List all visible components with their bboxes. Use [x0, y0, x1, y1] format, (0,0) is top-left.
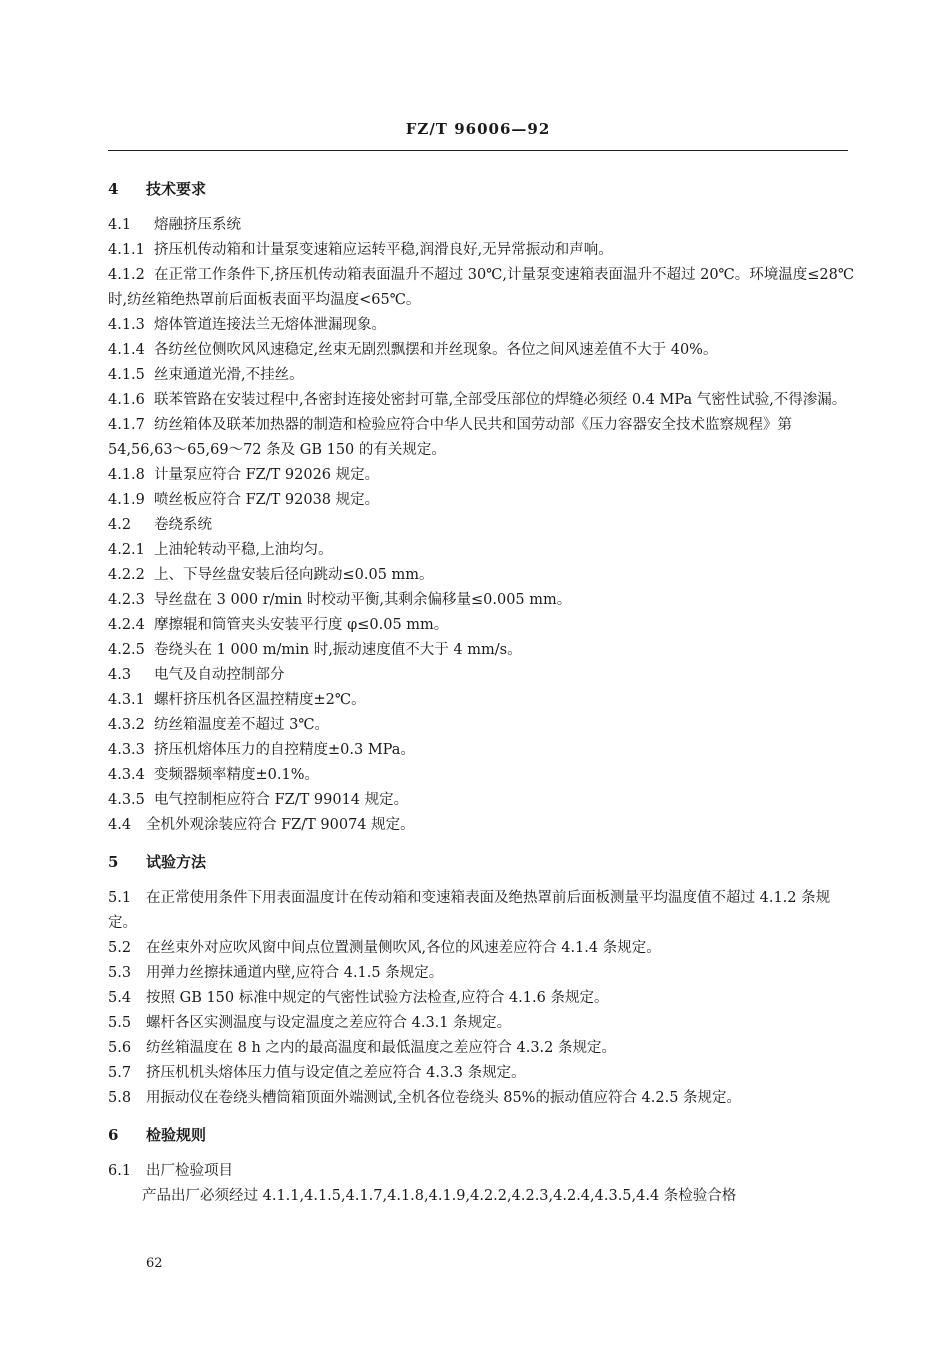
clause-4-2: 4.2 卷绕系统: [108, 517, 212, 533]
section-heading-5: 5 试验方法: [108, 853, 207, 871]
clause-4-2-3: 4.2.3 导丝盘在 3 000 r/min 时校动平衡,其剩余偏移量≤0.005 mm。: [108, 592, 572, 608]
clause-4-2-5: 4.2.5 卷绕头在 1 000 m/min 时,振动速度值不大于 4 mm/s。: [108, 642, 522, 658]
page-number: 62: [146, 1256, 163, 1271]
clause-4-3-4: 4.3.4 变频器频率精度±0.1%。: [108, 767, 319, 783]
clause-4-1-8: 4.1.8 计量泵应符合 FZ/T 92026 规定。: [108, 467, 380, 483]
clause-5-6: 5.6 纺丝箱温度在 8 h 之内的最高温度和最低温度之差应符合 4.3.2 条规定。: [108, 1040, 617, 1056]
clause-4-2-2: 4.2.2 上、下导丝盘安装后径向跳动≤0.05 mm。: [108, 567, 434, 583]
clause-4-3-3: 4.3.3 挤压机熔体压力的自控精度±0.3 MPa。: [108, 742, 415, 758]
clause-4-1: 4.1 熔融挤压系统: [108, 217, 241, 233]
clause-4-3-5: 4.3.5 电气控制柜应符合 FZ/T 99014 规定。: [108, 792, 409, 808]
clause-4-1-7: 4.1.7 纺丝箱体及联苯加热器的制造和检验应符合中华人民共和国劳动部《压力容器安全技术监察规程》第 54,56,63～65,69～72 条及 GB 150 的有关规定。: [108, 417, 792, 458]
standard-code: FZ/T 96006—92: [405, 120, 551, 138]
document-body: [108, 175, 856, 1209]
clause-4-1-4: 4.1.4 各纺丝位侧吹风风速稳定,丝束无剧烈飘摆和并丝现象。各位之间风速差值不大于 40%。: [108, 342, 718, 358]
clause-6-1: 6.1 出厂检验项目: [108, 1163, 233, 1179]
clause-4-1-2: 4.1.2 在正常工作条件下,挤压机传动箱表面温升不超过 30℃,计量泵变速箱表面温升不超过 20℃。环境温度≤28℃时,纺丝箱绝热罩前后面板表面平均温度<65℃。: [108, 267, 855, 308]
clause-6-1-body: 产品出厂必须经过 4.1.1,4.1.5,4.1.7,4.1.8,4.1.9,4.2.2,4.2.3,4.2.4,4.3.5,4.4 条检验合格: [142, 1188, 737, 1204]
section-heading-4: 4 技术要求: [108, 180, 207, 198]
clause-5-8: 5.8 用振动仪在卷绕头槽筒箱顶面外端测试,全机各位卷绕头 85%的振动值应符合 4.2.5 条规定。: [108, 1090, 742, 1106]
clause-4-3: 4.3 电气及自动控制部分: [108, 667, 285, 683]
clause-5-3: 5.3 用弹力丝擦抹通道内壁,应符合 4.1.5 条规定。: [108, 965, 444, 981]
clause-5-4: 5.4 按照 GB 150 标准中规定的气密性试验方法检查,应符合 4.1.6 条规定。: [108, 990, 609, 1006]
section-heading-6: 6 检验规则: [108, 1126, 207, 1144]
clause-4-2-1: 4.2.1 上油轮转动平稳,上油均匀。: [108, 542, 333, 558]
clause-5-2: 5.2 在丝束外对应吹风窗中间点位置测量侧吹风,各位的风速差应符合 4.1.4 条规定。: [108, 940, 661, 956]
clause-5-7: 5.7 挤压机机头熔体压力值与设定值之差应符合 4.3.3 条规定。: [108, 1065, 526, 1081]
clause-5-5: 5.5 螺杆各区实测温度与设定温度之差应符合 4.3.1 条规定。: [108, 1015, 512, 1031]
clause-4-1-3: 4.1.3 熔体管道连接法兰无熔体泄漏现象。: [108, 317, 386, 333]
clause-4-1-1: 4.1.1 挤压机传动箱和计量泵变速箱应运转平稳,润滑良好,无异常振动和声响。: [108, 242, 613, 258]
header-rule: [108, 150, 848, 151]
clause-5-1: 5.1 在正常使用条件下用表面温度计在传动箱和变速箱表面及绝热罩前后面板测量平均温度值不超过 4.1.2 条规定。: [108, 890, 831, 931]
clause-4-1-9: 4.1.9 喷丝板应符合 FZ/T 92038 规定。: [108, 492, 380, 508]
clause-4-1-5: 4.1.5 丝束通道光滑,不挂丝。: [108, 367, 304, 383]
clause-4-4: 4.4 全机外观涂装应符合 FZ/T 90074 规定。: [108, 817, 415, 833]
clause-4-3-1: 4.3.1 螺杆挤压机各区温控精度±2℃。: [108, 692, 366, 708]
clause-4-3-2: 4.3.2 纺丝箱温度差不超过 3℃。: [108, 717, 330, 733]
clause-4-2-4: 4.2.4 摩擦辊和筒管夹头安装平行度 φ≤0.05 mm。: [108, 617, 449, 633]
clause-4-1-6: 4.1.6 联苯管路在安装过程中,各密封连接处密封可靠,全部受压部位的焊缝必须经 0.4 MPa 气密性试验,不得渗漏。: [108, 392, 847, 408]
